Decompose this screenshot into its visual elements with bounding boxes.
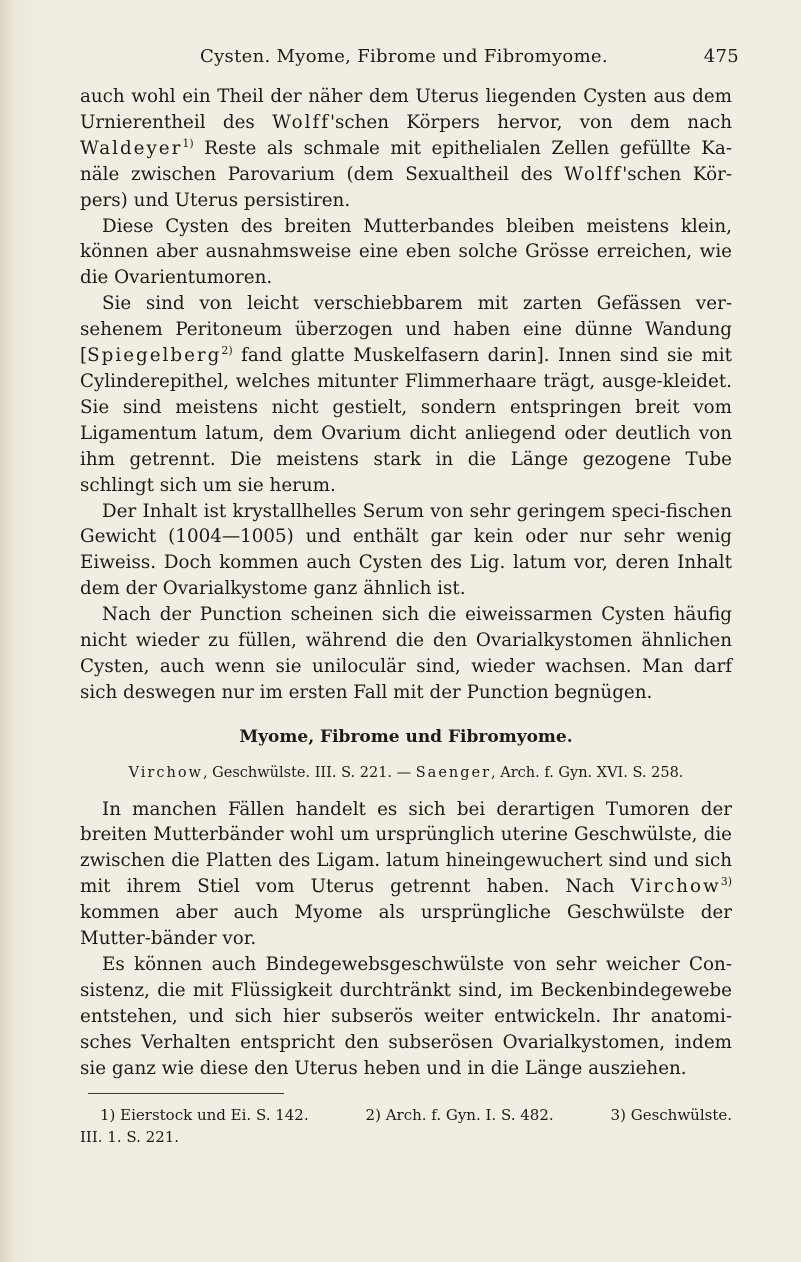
text-run: , Arch. f. Gyn. XVI. S. 258. xyxy=(491,764,684,781)
text-run: kommen aber auch Myome als ursprüngliche Geschwülste der Mutter-bänder vor. xyxy=(80,902,732,950)
footnote-2: 2) Arch. f. Gyn. I. S. 482. xyxy=(365,1105,554,1124)
author-name-waldeyer: Waldeyer xyxy=(80,137,183,159)
footnote-mark-1: 1) xyxy=(182,136,194,150)
author-name-virchow: Virchow xyxy=(128,764,203,781)
footnote-3-continued: III. 1. S. 221. xyxy=(80,1127,180,1146)
running-header xyxy=(200,46,739,67)
text-run: , Geschwülste. III. S. 221. — xyxy=(202,764,416,781)
text-run: Reste als schmale mit epithelialen Zellen gefüllte Ka-näle zwischen Parovarium (dem Sexualtheil des xyxy=(80,137,732,185)
paragraph-1 xyxy=(80,84,732,214)
paragraph-5: Nach der Punction scheinen sich die eiweissarmen Cysten häufig nicht wieder zu füllen, während die den Ovarialkystomen ähnlichen Cysten, auch wenn sie uniloculär sind, wieder wachsen. Man darf sich deswegen nur im ersten Fall mit der Punction begnügen. xyxy=(80,604,732,703)
footnote-divider xyxy=(88,1093,284,1094)
author-name-saenger: Saenger xyxy=(415,764,492,781)
footnotes xyxy=(80,1104,732,1148)
page-number: 475 xyxy=(703,46,739,67)
footnote-mark-3: 3) xyxy=(720,875,732,889)
paragraph-3 xyxy=(80,291,732,498)
text-run: fand glatte Muskelfasern darin]. Innen sind sie mit Cylinderepithel, welches mitunter Flimmerhaare trägt, ausge-kleidet. Sie sind meistens nicht gestielt, sondern entspringen breit vom Ligamentum latum, dem Ovarium dicht anliegend oder deutlich von ihm getrennt. Die meistens stark in die Länge gezogene Tube schlingt sich um sie herum. xyxy=(80,345,732,496)
text-run: Sie sind von leicht verschiebbarem mit zarten Gefässen ver-sehenem Peritoneum überzogen und haben eine dünne Wandung [ xyxy=(80,293,732,367)
text-run: In manchen Fällen handelt es sich bei derartigen Tumoren der breiten Mutterbänder wohl um ursprünglich uterine Geschwülste, die zwischen die Platten des Ligam. latum hineingewuchert sind und sich mit ihrem Stiel vom Uterus getrennt haben. Nach xyxy=(80,798,732,898)
running-title: Cysten. Myome, Fibrome und Fibromyome. xyxy=(200,46,608,67)
author-name-spiegelberg: Spiegelberg xyxy=(87,345,222,367)
footnote-3: 3) Geschwülste. xyxy=(610,1105,732,1124)
body-text xyxy=(80,84,732,1148)
text-run: 'schen Körpers hervor, von dem nach xyxy=(330,111,732,133)
author-name-virchow: Virchow xyxy=(630,876,721,898)
footnote-row xyxy=(80,1104,732,1126)
footnote-1: 1) Eierstock und Ei. S. 142. xyxy=(100,1105,309,1124)
text-run: 'schen Kör-pers) und Uterus persistiren. xyxy=(80,163,732,211)
text-run: auch wohl ein Theil der näher dem Uterus liegenden Cysten aus dem Urnierentheil des xyxy=(80,86,732,133)
literature-references xyxy=(80,761,732,787)
paragraph-7: Es können auch Bindegewebsgeschwülste von sehr weicher Con-sistenz, die mit Flüssigkeit durchtränkt sind, im Beckenbindegewebe entstehen, und sich hier subserös weiter entwickeln. Ihr anatomi-sches Verhalten entspricht den subserösen Ovarialkystomen, indem sie ganz wie diese den Uterus heben und in die Länge ausziehen. xyxy=(80,954,732,1079)
paragraph-4: Der Inhalt ist krystallhelles Serum von sehr geringem speci-fischen Gewicht (1004—1005) und enthält gar kein oder nur sehr wenig Eiweiss. Doch kommen auch Cysten des Lig. latum vor, deren Inhalt dem der Ovarialkystome ganz ähnlich ist. xyxy=(80,500,732,600)
section-heading: Myome, Fibrome und Fibromyome. xyxy=(239,726,573,747)
author-name-wolff: Wolff xyxy=(272,111,331,133)
paragraph-6 xyxy=(80,797,732,952)
paragraph-2: Diese Cysten des breiten Mutterbandes bleiben meistens klein, können aber ausnahmsweise eine eben solche Grösse erreichen, wie die Ovarientumoren. xyxy=(80,215,732,289)
author-name-wolff: Wolff xyxy=(564,163,623,185)
footnote-mark-2: 2) xyxy=(221,343,233,357)
